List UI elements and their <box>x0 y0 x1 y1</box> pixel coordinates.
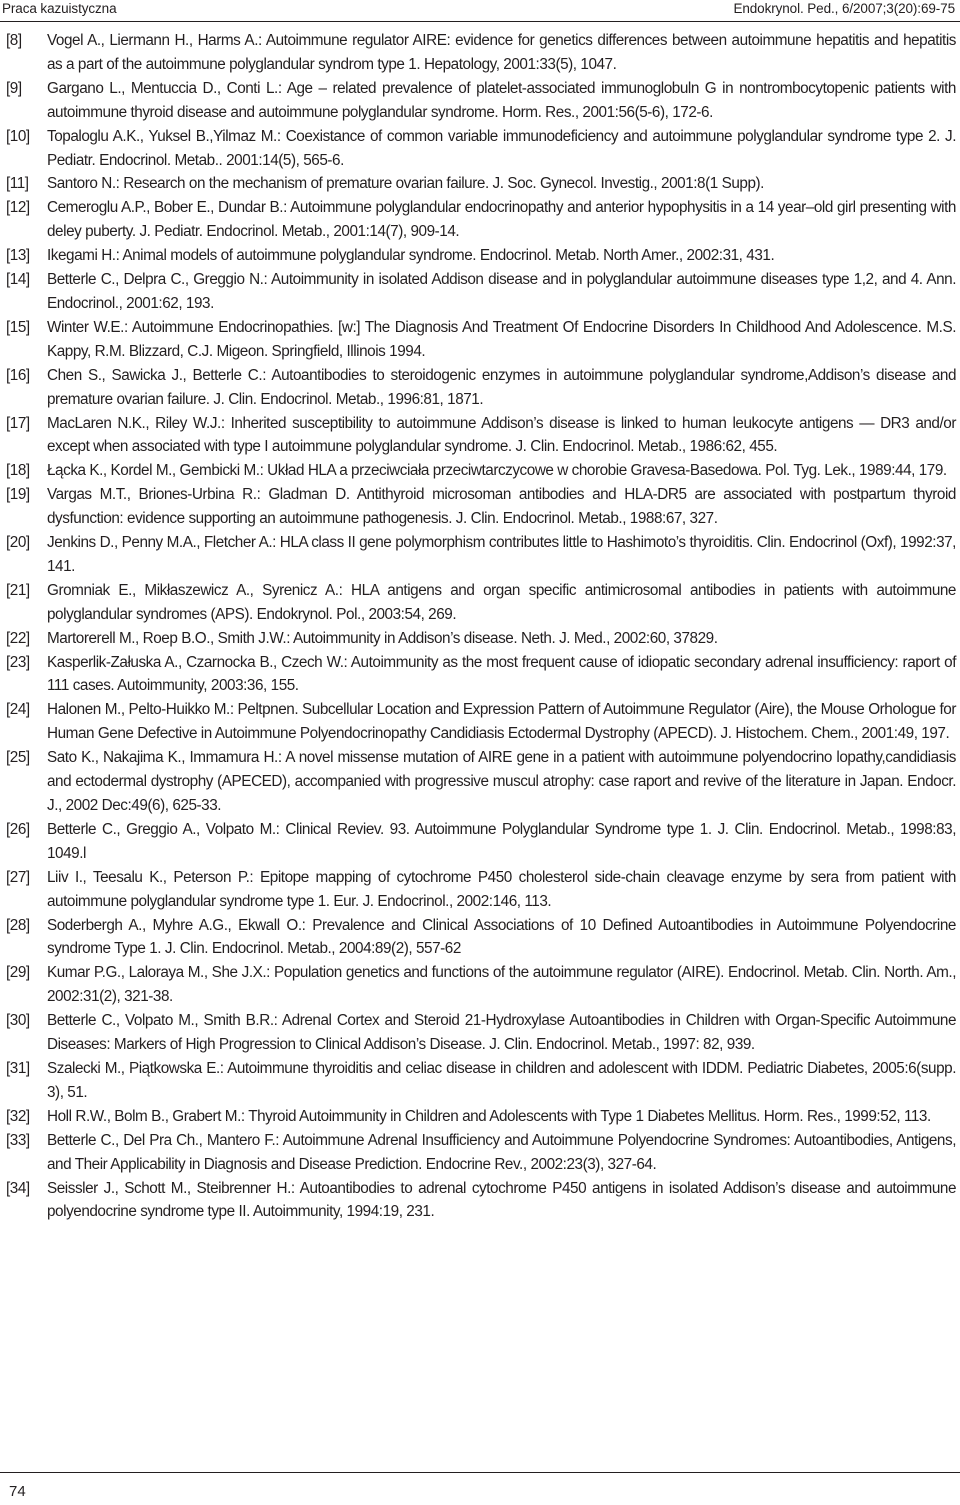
reference-item <box>6 698 958 746</box>
reference-number: [10] <box>6 127 30 145</box>
reference-text: MacLaren N.K., Riley W.J.: Inherited susceptibility to autoimmune Addison’s disease is linked to human leukocyte antigens — DR3 and/or except when associated with type I autoimmune polyglandular syndrome. J. Clin. Endocrinol. Metab., 1986:62, 455. <box>47 414 956 456</box>
reference-text: Gromniak E., Mikłaszewicz A., Syrenicz A.: HLA antigens and organ specific antimicrosomal antibodies in patients with autoimmune polyglandular syndromes (APS). Endokrynol. Pol., 2003:54, 269. <box>47 581 956 623</box>
reference-item <box>6 1057 958 1105</box>
reference-item <box>6 1129 958 1177</box>
reference-number: [17] <box>6 414 30 432</box>
reference-item <box>6 651 958 699</box>
reference-number: [20] <box>6 534 30 552</box>
reference-text: Betterle C., Greggio A., Volpato M.: Clinical Reviev. 93. Autoimmune Polyglandular Syndrome type 1. J. Clin. Endocrinol. Metab., 1998:83, 1049.l <box>47 820 956 862</box>
reference-number: [8] <box>6 32 22 49</box>
reference-number: [15] <box>6 318 30 336</box>
reference-number: [27] <box>6 868 30 886</box>
reference-number: [30] <box>6 1012 30 1030</box>
reference-text: Chen S., Sawicka J., Betterle C.: Autoantibodies to steroidogenic enzymes in autoimmune polyglandular syndrome,Addison’s disease and premature ovarian failure. J. Clin. Endocrinol. Metab., 1996:81, 1871. <box>47 366 956 408</box>
reference-text: Betterle C., Delpra C., Greggio N.: Autoimmunity in isolated Addison disease and in polyglandular autoimmune diseases type 1,2, and 4. Ann. Endocrinol., 2001:62, 193. <box>47 271 956 312</box>
reference-text: Kasperlik-Załuska A., Czarnocka B., Czech W.: Autoimmunity as the most frequent cause of idiopatic secondary adrenal insufficiency: raport of 111 cases. Autoimmunity, 2003:36, 155. <box>47 653 956 695</box>
reference-text: Liiv I., Teesalu K., Peterson P.: Epitope mapping of cytochrome P450 cholesterol side-chain cleavage enzyme by sera from patient with autoimmune polyglandular syndrome type 1. Eur. J. Endocrinol., 2002:146, 113. <box>47 868 956 910</box>
reference-text: Gargano L., Mentuccia D., Conti L.: Age – related prevalence of platelet-associated immunoglobuln G in nontrombocytopenic patients with autoimmune thyroid disease and autoimmune polyglandular syndrome. Horm. Res., 2001:56(5-6), 172-6. <box>47 79 956 121</box>
reference-item <box>6 459 958 483</box>
running-header <box>0 0 960 19</box>
reference-item <box>6 364 958 412</box>
reference-item <box>6 412 958 460</box>
reference-text: Martorerell M., Roep B.O., Smith J.W.: Autoimmunity in Addison’s disease. Neth. J. Med., 2002:60, 37829. <box>47 629 718 647</box>
reference-text: Cemeroglu A.P., Bober E., Dundar B.: Autoimmune polyglandular endocrinopathy and anterior hypophysitis in a 14 year–old girl presenting with deley puberty. J. Pediatr. Endocrinol. Metab., 2001:14(7), 909-14. <box>47 199 956 241</box>
footer-divider <box>0 1472 960 1473</box>
reference-text: Ikegami H.: Animal models of autoimmune polyglandular syndrome. Endocrinol. Metab. North Amer., 2002:31, 431. <box>47 247 775 265</box>
reference-number: [14] <box>6 271 30 289</box>
reference-number: [31] <box>6 1059 30 1077</box>
page-number: 74 <box>9 1483 26 1500</box>
reference-item <box>6 1009 958 1057</box>
reference-text: Łącka K., Kordel M., Gembicki M.: Układ HLA a przeciwciała przeciwtarczycowe w chorobie Gravesa-Basedowa. Pol. Tyg. Lek., 1989:44, 179. <box>47 462 947 480</box>
reference-number: [13] <box>6 247 30 265</box>
reference-text: Winter W.E.: Autoimmune Endocrinopathies. [w:] The Diagnosis And Treatment Of Endocrine Disorders In Childhood And Adolescence. M.S. Kappy, R.M. Blizzard, C.J. Migeon. Springfield, Illinois 1994. <box>47 318 956 360</box>
reference-text: Jenkins D., Penny M.A., Fletcher A.: HLA class II gene polymorphism contributes little to Hashimoto’s thyroiditis. Clin. Endocrinol (Oxf), 1992:37, 141. <box>47 534 956 575</box>
reference-number: [21] <box>6 581 30 599</box>
reference-number: [32] <box>6 1107 30 1125</box>
reference-number: [22] <box>6 629 30 647</box>
reference-item <box>6 77 958 125</box>
reference-number: [28] <box>6 916 30 934</box>
reference-text: Santoro N.: Research on the mechanism of premature ovarian failure. J. Soc. Gynecol. Investig., 2001:8(1 Supp). <box>47 175 764 193</box>
reference-number: [19] <box>6 486 30 504</box>
reference-text: Halonen M., Pelto-Huikko M.: Peltpnen. Subcellular Location and Expression Pattern of Autoimmune Regulator (Aire), the Mouse Orhologue for Human Gene Defective in Autoimmune Polyendocrinopathy Candidiasis Ectodermal Dystrophy (APECD). J. Histochem. Chem., 2001:49, 197. <box>47 701 956 743</box>
reference-number: [25] <box>6 749 30 767</box>
reference-item <box>6 914 958 962</box>
reference-item <box>6 244 958 268</box>
reference-item <box>6 483 958 531</box>
reference-text: Topaloglu A.K., Yuksel B.,Yilmaz M.: Coexistance of common variable immunodeficiency and autoimmune polyglandular syndrome type 2. J. Pediatr. Endocrinol. Metab.. 2001:14(5), 565-6. <box>47 127 956 169</box>
reference-number: [9] <box>6 79 22 97</box>
reference-item <box>6 818 958 866</box>
reference-item <box>6 316 958 364</box>
journal-citation: Endokrynol. Ped., 6/2007;3(20):69-75 <box>733 1 955 16</box>
reference-text: Szalecki M., Piątkowska E.: Autoimmune thyroiditis and celiac disease in children and adolescent with IDDM. Pediatric Diabetes, 2005:6(supp. 3), 51. <box>47 1059 956 1101</box>
reference-item <box>6 1105 958 1129</box>
reference-item <box>6 531 958 579</box>
reference-list <box>6 29 958 1224</box>
reference-item <box>6 579 958 627</box>
reference-number: [26] <box>6 820 30 838</box>
reference-item <box>6 1177 958 1225</box>
reference-number: [24] <box>6 701 30 719</box>
reference-text: Seissler J., Schott M., Steibrenner H.: Autoantibodies to adrenal cytochrome P450 antigens in isolated Addison’s disease and autoimmune polyendocrine syndrome type II. Autoimmunity, 1994:19, 231. <box>47 1179 956 1221</box>
reference-item <box>6 746 958 818</box>
reference-text: Holl R.W., Bolm B., Grabert M.: Thyroid Autoimmunity in Children and Adolescents with Type 1 Diabetes Mellitus. Horm. Res., 1999:52, 113. <box>47 1107 931 1125</box>
reference-text: Betterle C., Volpato M., Smith B.R.: Adrenal Cortex and Steroid 21-Hydroxylase Autoantibodies in Children with Organ-Specific Autoimmune Diseases: Markers of High Progression to Clinical Addison’s Disease. J. Clin. Endocrinol. Metab., 1997: 82, 939. <box>47 1012 956 1054</box>
reference-text: Vargas M.T., Briones-Urbina R.: Gladman D. Antithyroid microsoman antibodies and HLA-DR5 are associated with postpartum thyroid dysfunction: evidence supporting an autoimmune pathogenesis. J. Clin. Endocrinol. Metab., 1988:67, 327. <box>47 486 956 528</box>
reference-number: [34] <box>6 1179 30 1197</box>
reference-number: [16] <box>6 366 30 384</box>
reference-item <box>6 125 958 173</box>
reference-item <box>6 172 958 196</box>
article-type-label: Praca kazuistyczna <box>2 1 117 16</box>
reference-text: Vogel A., Liermann H., Harms A.: Autoimmune regulator AIRE: evidence for genetics differences between autoimmune hepatitis and hepatitis as a part of the autoimmune polyglandular syndrom type 1. Hepatology, 2001:33(5), 1047. <box>47 32 956 73</box>
reference-number: [12] <box>6 199 30 217</box>
reference-item <box>6 627 958 651</box>
header-divider <box>0 21 960 22</box>
reference-text: Sato K., Nakajima K., Immamura H.: A novel missense mutation of AIRE gene in a patient with autoimmune polyendocrino lopathy,candidiasis and ectodermal dystrophy (APECED), accompanied with progressive muscul atrophy: case raport and revive of the literature in Japan. Endocr. J., 2002 Dec:49(6), 625-33. <box>47 749 956 814</box>
reference-item <box>6 961 958 1009</box>
reference-number: [11] <box>6 175 29 193</box>
reference-text: Kumar P.G., Laloraya M., She J.X.: Population genetics and functions of the autoimmune regulator (AIRE). Endocrinol. Metab. Clin. North. Am., 2002:31(2), 321-38. <box>47 964 956 1006</box>
reference-item <box>6 866 958 914</box>
reference-number: [29] <box>6 964 30 982</box>
reference-item <box>6 29 958 77</box>
reference-item <box>6 196 958 244</box>
reference-item <box>6 268 958 316</box>
reference-number: [33] <box>6 1131 30 1149</box>
reference-text: Soderbergh A., Myhre A.G., Ekwall O.: Prevalence and Clinical Associations of 10 Defined Autoantibodies in Autoimmune Polyendocrine syndrome Type 1. J. Clin. Endocrinol. Metab., 2004:89(2), 557-62 <box>47 916 956 958</box>
reference-number: [18] <box>6 462 30 480</box>
reference-text: Betterle C., Del Pra Ch., Mantero F.: Autoimmune Adrenal Insufficiency and Autoimmune Polyendocrine Syndromes: Autoantibodies, Antigens, and Their Applicability in Diagnosis and Disease Prediction. Endocrine Rev., 2002:23(3), 327-64. <box>47 1131 956 1173</box>
reference-number: [23] <box>6 653 30 671</box>
